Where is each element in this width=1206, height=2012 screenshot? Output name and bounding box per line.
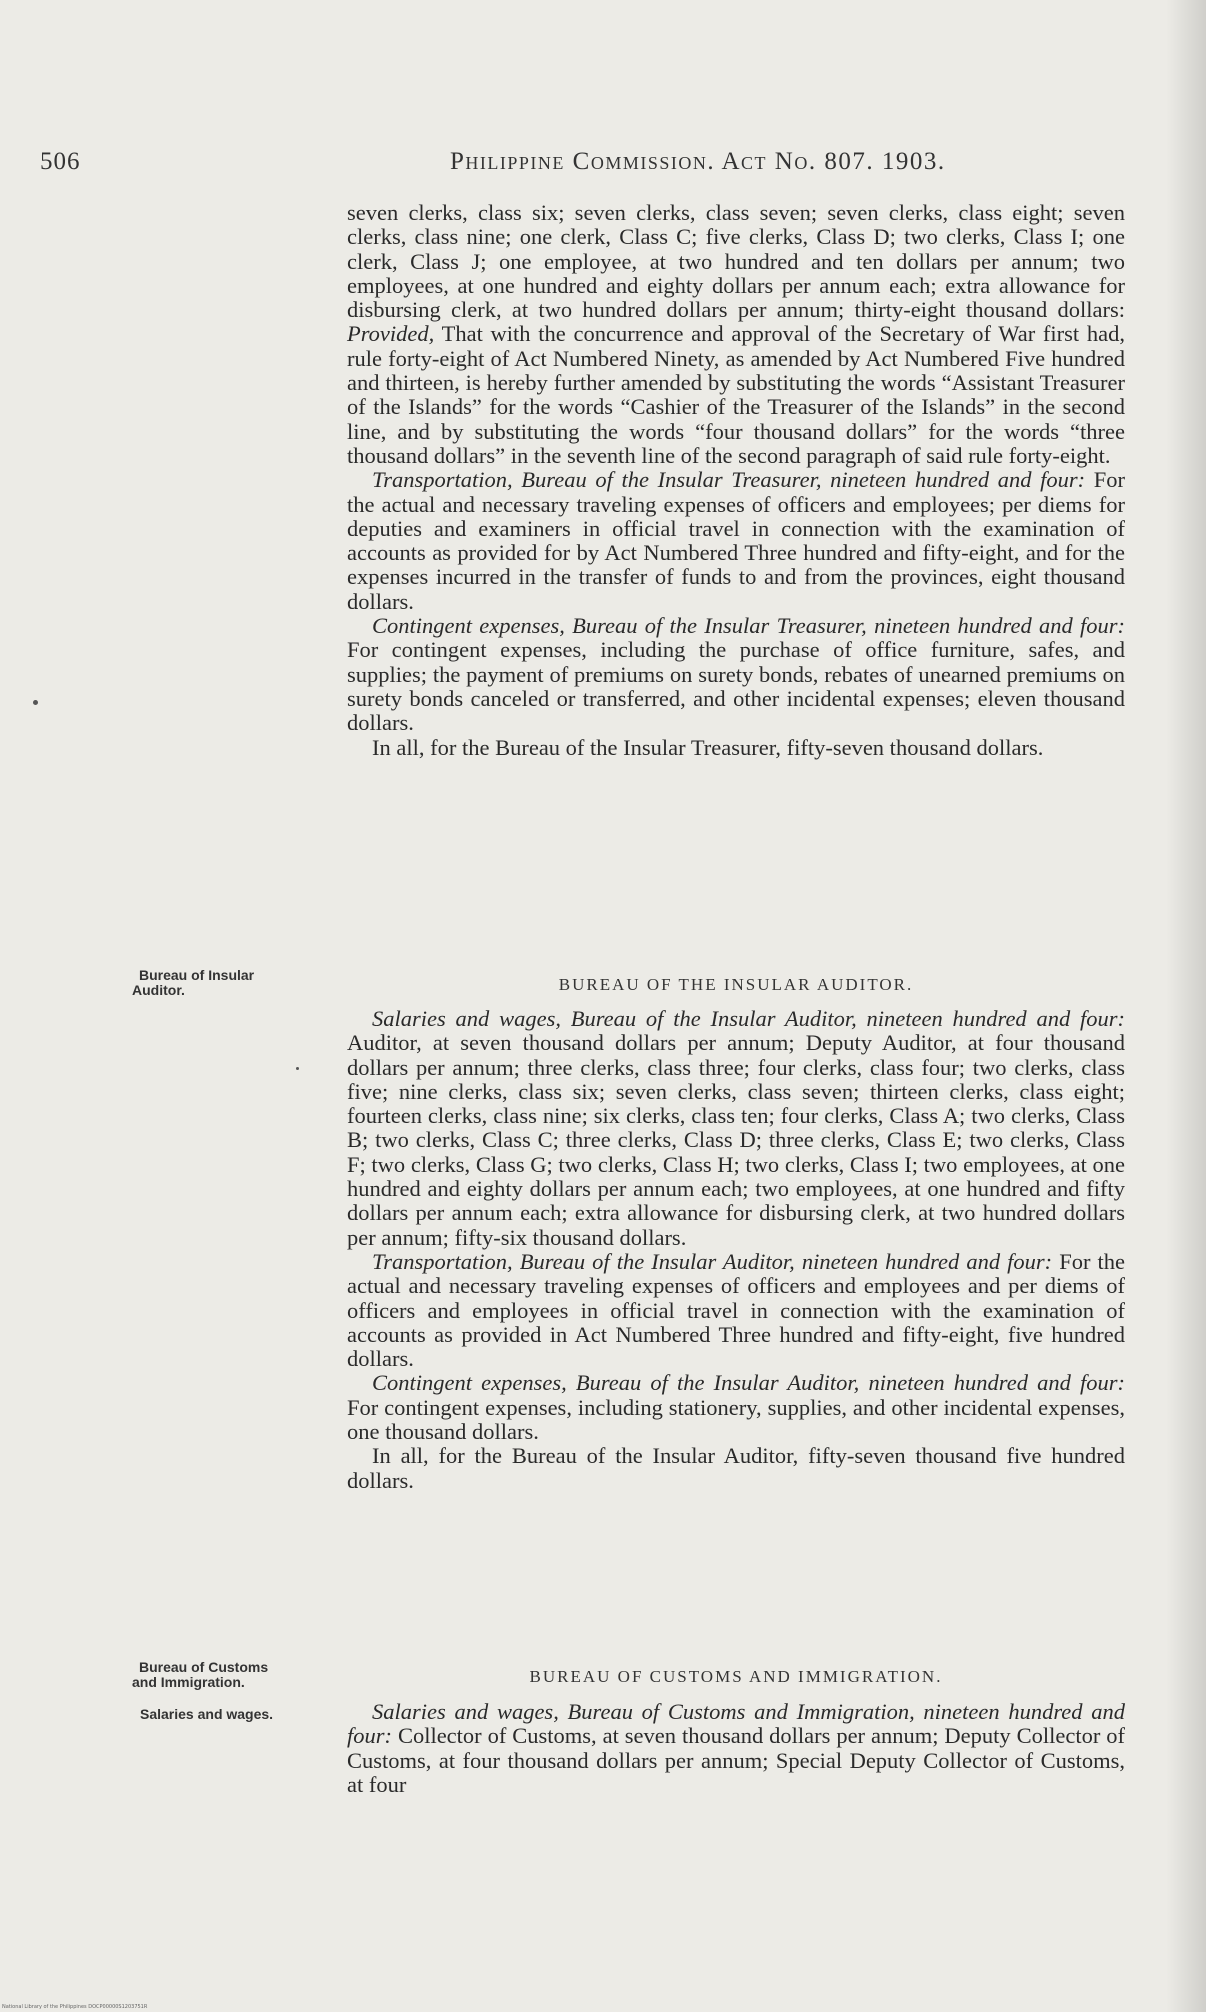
italic-provided: Provided, (347, 321, 435, 347)
treasurer-section-text (347, 201, 1125, 760)
scan-speck (296, 1067, 299, 1070)
page-number: 506 (40, 148, 81, 175)
paragraph: In all, for the Bureau of the Insular Auditor, fifty-seven thousand five hundred dollars. (347, 1443, 1125, 1493)
margin-note-line: and Immigration. (132, 1674, 245, 1690)
italic-lead: Contingent expenses, Bureau of the Insular Auditor, nineteen hundred and four: (372, 1370, 1125, 1396)
running-head: Philippine Commission. Act No. 807. 1903. (450, 148, 946, 175)
italic-lead: Transportation, Bureau of the Insular Auditor, nineteen hundred and four: (372, 1248, 1053, 1274)
paragraph: Salaries and wages, Bureau of the Insular Auditor, nineteen hundred and four: Auditor, at seven thousand dollars per annum; Deputy Auditor, at four thousand dollars per annum; three clerks, class three; four clerks, class four; two clerks, class five; nine clerks, class six; seven clerks, class seven; thirteen clerks, class eight; fourteen clerks, class nine; six clerks, class ten; four clerks, Class A; two clerks, Class B; two clerks, Class C; three clerks, Class D; three clerks, Class E; two clerks, Class F; two clerks, Class G; two clerks, Class H; two clerks, Class I; two employees, at one hundred and eighty dollars per annum each; two employees, at one hundred and fifty dollars per annum each; extra allowance for disbursing clerk, at two hundred dollars per annum; fifty-six thousand dollars. (347, 1006, 1125, 1250)
section-heading-auditor: BUREAU OF THE INSULAR AUDITOR. (558, 975, 914, 994)
scan-source-footer: National Library of the Philippines DOCP00000S1203751R (2, 2004, 148, 2010)
margin-note-line: Bureau of Insular (139, 967, 255, 983)
auditor-section-text (347, 1007, 1125, 1493)
italic-lead: Salaries and wages, Bureau of the Insular Auditor, nineteen hundred and four: (372, 1006, 1125, 1031)
italic-lead: Salaries and wages, Bureau of Customs and Immigration, nineteen hundred and four: (347, 1699, 1125, 1749)
italic-lead: Transportation, Bureau of the Insular Treasurer, nineteen hundred and four: (372, 467, 1086, 493)
paragraph: Contingent expenses, Bureau of the Insular Treasurer, nineteen hundred and four: For contingent expenses, including the purchase of office furniture, safes, and supplies; the payment of premiums on surety bonds, rebates of unearned premiums on surety bonds canceled or transferred, and other incidental expenses; eleven thousand dollars. (347, 613, 1125, 736)
margin-note-line: Bureau of Customs (139, 1659, 269, 1675)
paragraph: Transportation, Bureau of the Insular Auditor, nineteen hundred and four: For the actual and necessary traveling expenses of officers and employees and per diems of officers and employees in official travel in connection with the examination of accounts as provided in Act Numbered Three hundred and fifty-eight, five hundred dollars. (347, 1248, 1125, 1372)
paragraph: Salaries and wages, Bureau of Customs and Immigration, nineteen hundred and four: Collector of Customs, at seven thousand dollars per annum; Deputy Collector of Customs, at four thousand dollars per annum; Special Deputy Collector of Customs, at four (347, 1699, 1125, 1797)
margin-note-salaries: Salaries and wages. (140, 1706, 274, 1722)
margin-note-line: Auditor. (132, 982, 185, 998)
margin-note-insular-auditor (132, 967, 354, 998)
paragraph: In all, for the Bureau of the Insular Treasurer, fifty-seven thousand dollars. (372, 734, 1044, 760)
paragraph: Transportation, Bureau of the Insular Treasurer, nineteen hundred and four: For the actual and necessary traveling expenses of officers and employees; per diems for deputies and examiners in official travel in connection with the examination of accounts as provided for by Act Numbered Three hundred and fifty-eight, and for the expenses incurred in the transfer of funds to and from the provinces, eight thousand dollars. (347, 467, 1125, 614)
page-edge-shadow (1166, 0, 1206, 2012)
customs-section-text (347, 1700, 1125, 1797)
italic-lead: Contingent expenses, Bureau of the Insular Treasurer, nineteen hundred and four: (372, 613, 1125, 639)
paragraph: seven clerks, class six; seven clerks, class seven; seven clerks, class eight; seven clerks, class nine; one clerk, Class C; five clerks, Class D; two clerks, Class I; one clerk, Class J; one employee, at two hundred and ten dollars per annum; two employees, at one hundred and eighty dollars per annum each; extra allowance for disbursing clerk, at two hundred dollars per annum; thirty-eight thousand dollars: Provided, That with the concurrence and approval of the Secretary of War first had, rule forty-eight of Act Numbered Ninety, as amended by Act Numbered Five hundred and thirteen, is hereby further amended by substituting the words “Assistant Treasurer of the Islands” for the words “Cashier of the Treasurer of the Islands” in the second line, and by substituting the words “four thousand dollars” for the words “three thousand dollars” in the seventh line of the second paragraph of said rule forty-eight. (347, 200, 1125, 468)
paragraph: Contingent expenses, Bureau of the Insular Auditor, nineteen hundred and four: For contingent expenses, including stationery, supplies, and other incidental expenses, one thousand dollars. (347, 1370, 1125, 1445)
scan-speck (33, 700, 38, 705)
margin-note-customs (132, 1659, 354, 1690)
section-heading-customs: BUREAU OF CUSTOMS AND IMMIGRATION. (529, 1667, 943, 1686)
